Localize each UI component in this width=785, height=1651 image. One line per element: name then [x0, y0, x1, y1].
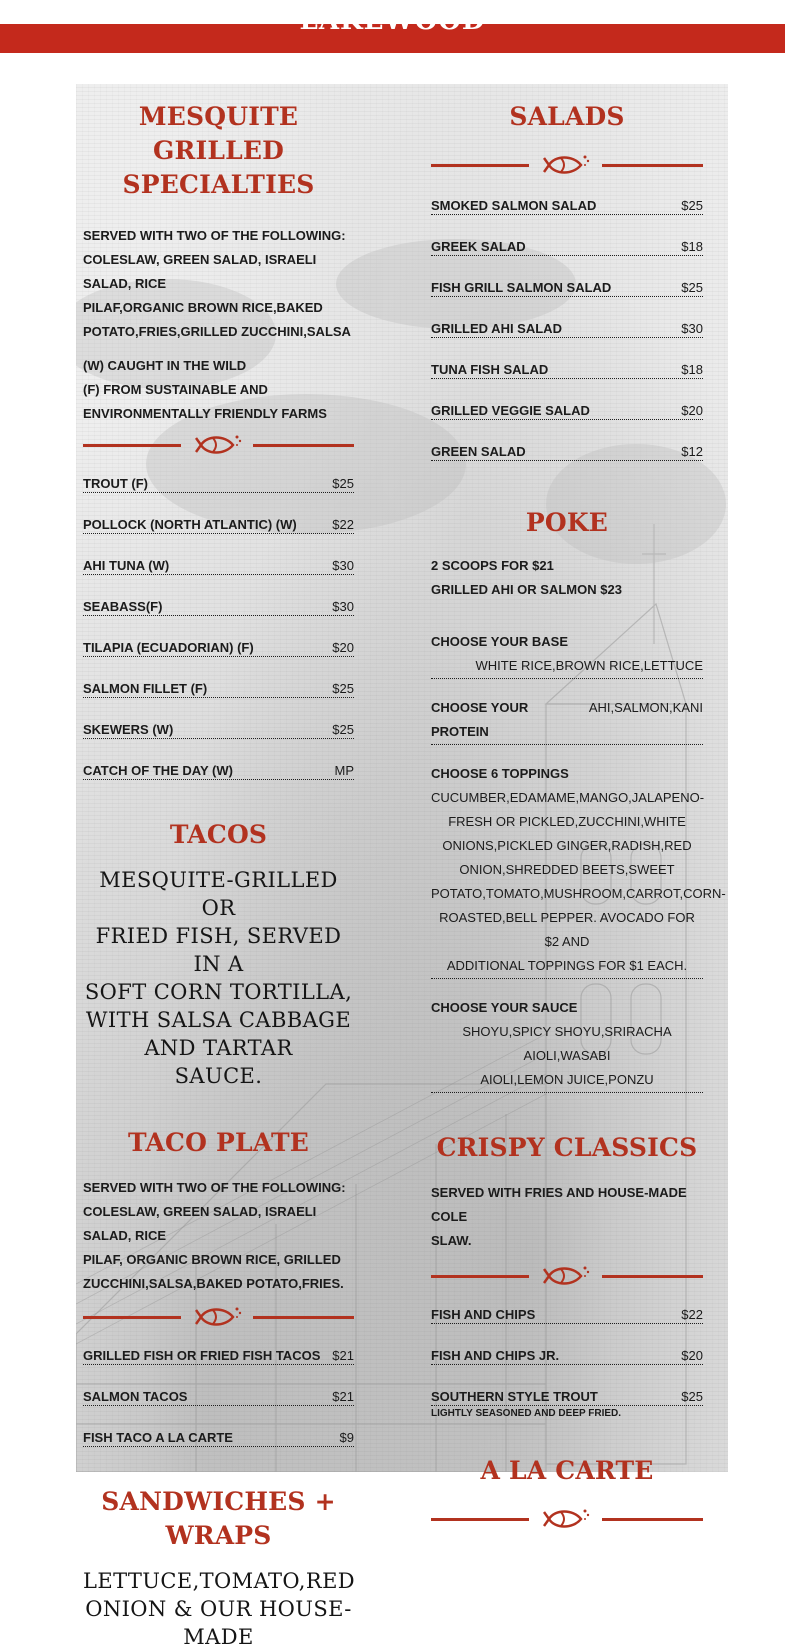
item-price: $30: [681, 321, 703, 336]
item-name: SOUTHERN STYLE TROUT: [431, 1389, 598, 1404]
item-price: $25: [332, 476, 354, 491]
item-price: $25: [332, 681, 354, 696]
item-note: LIGHTLY SEASONED AND DEEP FRIED.: [431, 1408, 622, 1419]
toppings-line: FRESH OR PICKLED,ZUCCHINI,WHITE: [448, 814, 686, 829]
poke-title: POKE: [525, 508, 609, 537]
desc-line: FRIED FISH, SERVED IN A: [95, 924, 342, 976]
base-label: CHOOSE YOUR BASE: [431, 634, 569, 649]
salads-title: SALADS: [509, 102, 625, 131]
right-column: [431, 84, 726, 1532]
item-name: FISH GRILL SALMON SALAD: [431, 280, 612, 295]
desc-line: SAUCE.: [174, 1064, 263, 1088]
item-name: TILAPIA (ECUADORIAN) (F): [83, 640, 254, 655]
desc-line: SOFT CORN TORTILLA,: [84, 980, 353, 1004]
served-line: COLESLAW, GREEN SALAD, ISRAELI SALAD, RICE: [83, 252, 317, 291]
item-name: GRILLED AHI SALAD: [431, 321, 562, 336]
fish-divider: [83, 432, 354, 458]
item-price: $18: [681, 239, 703, 254]
menu-item: [431, 442, 703, 483]
taco-plate-items: [83, 1346, 354, 1469]
toppings-label: CHOOSE 6 TOPPINGS: [431, 766, 569, 781]
served-line: SERVED WITH TWO OF THE FOLLOWING:: [83, 1180, 346, 1195]
fish-divider: [431, 1506, 703, 1532]
item-price: $25: [681, 198, 703, 213]
item-price: $22: [681, 1307, 703, 1322]
menu-item: [83, 556, 354, 597]
menu-item: [83, 515, 354, 556]
item-name: SMOKED SALMON SALAD: [431, 198, 597, 213]
sandwiches-description: [83, 1567, 354, 1651]
item-name: FISH AND CHIPS JR.: [431, 1348, 560, 1363]
item-price: $9: [339, 1430, 354, 1445]
item-name: SALMON FILLET (F): [83, 681, 208, 696]
menu-item: [431, 319, 703, 360]
desc-line: WITH SALSA CABBAGE: [85, 1008, 352, 1032]
mesquite-title-line1: MESQUITE GRILLED: [138, 102, 299, 165]
mesquite-items: [83, 474, 354, 802]
item-price: $18: [681, 362, 703, 377]
served-line: PILAF, ORGANIC BROWN RICE, GRILLED: [83, 1252, 341, 1267]
item-price: $12: [681, 444, 703, 459]
a-la-carte-title: A LA CARTE: [480, 1456, 654, 1485]
item-name: FISH TACO A LA CARTE: [83, 1430, 233, 1445]
fish-divider: [431, 1263, 703, 1289]
item-name: SKEWERS (W): [83, 722, 174, 737]
sourcing-legend: [83, 354, 354, 426]
sandwiches-title: SANDWICHES + WRAPS: [101, 1487, 336, 1550]
item-name: SEABASS(F): [83, 599, 163, 614]
served-line: COLESLAW, GREEN SALAD, ISRAELI SALAD, RICE: [83, 1204, 317, 1243]
poke-sauce-option: [431, 996, 703, 1093]
item-name: FISH AND CHIPS: [431, 1307, 536, 1322]
item-price: $20: [332, 640, 354, 655]
fish-icon: [543, 152, 591, 178]
legend-line: (W) CAUGHT IN THE WILD: [83, 358, 247, 373]
poke-protein-option: [431, 696, 703, 745]
intro-line: GRILLED AHI OR SALMON $23: [431, 582, 622, 597]
item-price: $25: [681, 280, 703, 295]
sauce-line: SHOYU,SPICY SHOYU,SRIRACHA AIOLI,WASABI: [462, 1024, 672, 1063]
menu-item: [83, 638, 354, 679]
item-name: SALMON TACOS: [83, 1389, 188, 1404]
item-price: $21: [332, 1389, 354, 1404]
protein-value: AHI,SALMON,KANI: [588, 700, 703, 715]
desc-line: MESQUITE-GRILLED OR: [99, 868, 338, 920]
intro-line: 2 SCOOPS FOR $21: [431, 558, 554, 573]
served-line: SERVED WITH TWO OF THE FOLLOWING:: [83, 228, 346, 243]
item-price: $30: [332, 599, 354, 614]
menu-item: [83, 1346, 354, 1387]
served-line: POTATO,FRIES,GRILLED ZUCCHINI,SALSA: [83, 324, 351, 339]
menu-item: [431, 1305, 703, 1346]
fish-divider: [431, 152, 703, 178]
served-line: ZUCCHINI,SALSA,BAKED POTATO,FRIES.: [83, 1276, 344, 1291]
fish-icon: [543, 1263, 591, 1289]
item-price: $21: [332, 1348, 354, 1363]
item-price: $25: [332, 722, 354, 737]
left-column: [83, 84, 354, 1651]
toppings-line: ONION,SHREDDED BEETS,SWEET: [459, 862, 675, 877]
served-line: SLAW.: [431, 1233, 472, 1248]
sauce-label: CHOOSE YOUR SAUCE: [431, 1000, 578, 1015]
poke-toppings-option: [431, 762, 726, 979]
item-name: POLLOCK (NORTH ATLANTIC) (W): [83, 517, 297, 532]
poke-intro: [431, 554, 703, 602]
crispy-items: [431, 1305, 703, 1428]
mesquite-title-line2: SPECIALTIES: [122, 170, 315, 199]
toppings-line: ONIONS,PICKLED GINGER,RADISH,RED: [442, 838, 692, 853]
toppings-line: ADDITIONAL TOPPINGS FOR $1 EACH.: [446, 958, 688, 973]
menu-item: [83, 679, 354, 720]
menu-item: [431, 1387, 703, 1428]
sauce-list: [431, 1020, 703, 1092]
desc-line: ONION & OUR HOUSE-MADE: [85, 1597, 352, 1649]
item-price: $20: [681, 403, 703, 418]
menu-item: [83, 597, 354, 638]
item-name: TROUT (F): [83, 476, 148, 491]
legend-line: (F) FROM SUSTAINABLE AND: [83, 382, 268, 397]
toppings-list: [431, 786, 726, 978]
item-name: AHI TUNA (W): [83, 558, 170, 573]
menu-item: [431, 237, 703, 278]
item-name: CATCH OF THE DAY (W): [83, 763, 233, 778]
menu-item: [431, 278, 703, 319]
item-name: GREEN SALAD: [431, 444, 526, 459]
mesquite-title: [83, 100, 354, 202]
menu-item: [83, 1428, 354, 1469]
header-top-strip: [0, 0, 785, 24]
item-price: $30: [332, 558, 354, 573]
toppings-line: POTATO,TOMATO,MUSHROOM,CARROT,CORN-: [431, 886, 726, 901]
fish-divider: [83, 1304, 354, 1330]
menu-item: [83, 761, 354, 802]
item-price: $25: [681, 1389, 703, 1404]
menu-item: [83, 1387, 354, 1428]
item-price: $22: [332, 517, 354, 532]
legend-line: ENVIRONMENTALLY FRIENDLY FARMS: [83, 406, 327, 421]
sauce-line: AIOLI,LEMON JUICE,PONZU: [480, 1072, 654, 1087]
desc-line: LETTUCE,TOMATO,RED: [83, 1569, 356, 1593]
menu-item: [431, 360, 703, 401]
served-line: SERVED WITH FRIES AND HOUSE-MADE COLE: [431, 1185, 687, 1224]
toppings-line: CUCUMBER,EDAMAME,MANGO,JALAPENO-: [431, 790, 705, 805]
toppings-line: ROASTED,BELL PEPPER. AVOCADO FOR $2 AND: [439, 910, 695, 949]
desc-line: AND TARTAR: [144, 1036, 293, 1060]
menu-item: [431, 1346, 703, 1387]
item-name: TUNA FISH SALAD: [431, 362, 549, 377]
tacos-title: TACOS: [169, 820, 268, 849]
served-line: PILAF,ORGANIC BROWN RICE,BAKED: [83, 300, 323, 315]
poke-base-option: [431, 630, 703, 679]
crispy-classics-title: CRISPY CLASSICS: [436, 1133, 698, 1162]
fish-icon: [543, 1506, 591, 1532]
tacos-description: [83, 866, 354, 1090]
menu-item: [431, 401, 703, 442]
item-price: $20: [681, 1348, 703, 1363]
fish-icon: [195, 432, 243, 458]
taco-plate-served-note: [83, 1176, 354, 1296]
item-name: GREEK SALAD: [431, 239, 526, 254]
crispy-served-note: [431, 1181, 703, 1253]
menu-item: [431, 196, 703, 237]
menu-item: [83, 474, 354, 515]
item-price: MP: [334, 763, 354, 778]
fish-icon: [195, 1304, 243, 1330]
taco-plate-title: TACO PLATE: [127, 1128, 310, 1157]
salads-items: [431, 196, 703, 483]
item-name: GRILLED FISH OR FRIED FISH TACOS: [83, 1348, 321, 1363]
protein-label: CHOOSE YOUR PROTEIN: [431, 700, 529, 739]
base-value: WHITE RICE,BROWN RICE,LETTUCE: [475, 658, 703, 673]
item-name: GRILLED VEGGIE SALAD: [431, 403, 590, 418]
menu-item: [83, 720, 354, 761]
mesquite-served-note: [83, 224, 354, 344]
